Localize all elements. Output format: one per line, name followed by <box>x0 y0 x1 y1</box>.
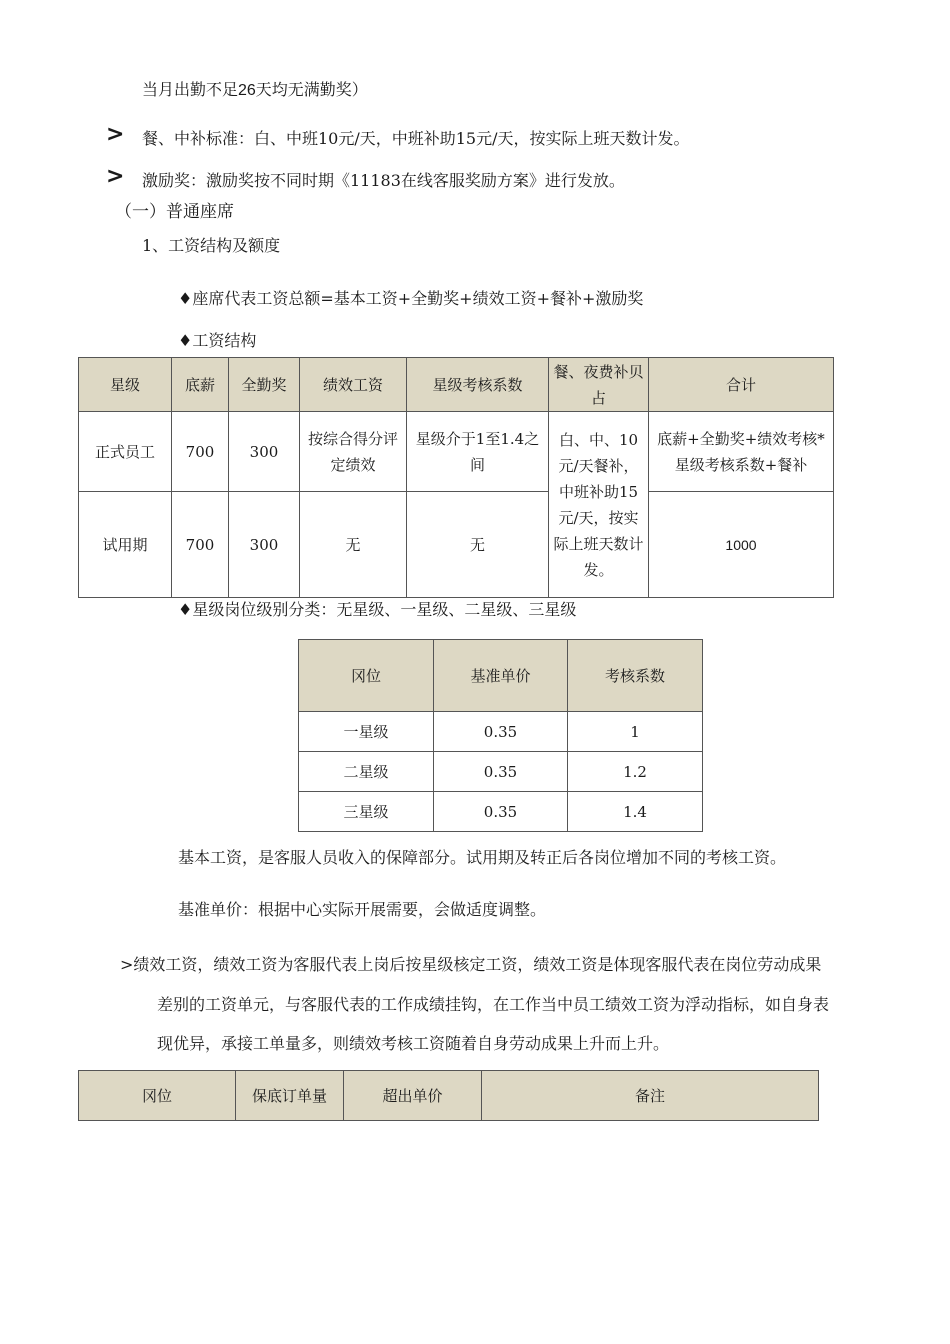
cell-attendance: 300 <box>229 492 300 598</box>
salary-structure-table <box>78 357 834 598</box>
header-meal-allowance: 餐、夜费补贝占 <box>549 358 649 412</box>
cell-price: 0.35 <box>434 792 568 832</box>
header-excess-price: 超出单价 <box>344 1071 482 1121</box>
performance-table <box>78 1070 819 1121</box>
cell-total-value: 1000 <box>649 492 834 598</box>
header-performance-pay: 绩效工资 <box>300 358 407 412</box>
performance-paragraph-line-2: 差别的工资单元，与客服代表的工作成绩挂钩，在工作当中员工绩效工资为浮动指标，如自身表 <box>157 995 830 1014</box>
header-total: 合计 <box>649 358 834 412</box>
cell-total-formula: 底薪+全勤奖+绩效考核*星级考核系数+餐补 <box>649 412 834 492</box>
performance-paragraph-line-1: >绩效工资，绩效工资为客服代表上岗后按星级核定工资，绩效工资是体现客服代表在岗位劳动成果 <box>120 955 822 974</box>
cell-coef: 1.2 <box>568 752 703 792</box>
header-star-coefficient: 星级考核系数 <box>407 358 549 412</box>
star-level-table <box>298 639 703 832</box>
subsection-heading: 1、工资结构及额度 <box>142 236 281 255</box>
cell-base: 700 <box>172 412 229 492</box>
cell-price: 0.35 <box>434 752 568 792</box>
header-attendance-bonus: 全勤奖 <box>229 358 300 412</box>
cell-coef: 1.4 <box>568 792 703 832</box>
unit-price-note: 基准单价：根据中心实际开展需要，会做适度调整。 <box>178 900 547 919</box>
cell-attendance: 300 <box>229 412 300 492</box>
cell-meal-allowance: 白、中、10元/天餐补，中班补助15元/天，按实际上班天数计发。 <box>549 412 649 598</box>
star-classification: ♦星级岗位级别分类：无星级、一星级、二星级、三星级 <box>178 600 577 619</box>
cell-coefficient: 星级介于1至1.4之间 <box>407 412 549 492</box>
cell-coefficient: 无 <box>407 492 549 598</box>
section-heading: （一）普通座席 <box>115 202 234 222</box>
cell-level: 一星级 <box>299 712 434 752</box>
cell-coef: 1 <box>568 712 703 752</box>
cell-formal-employee: 正式员工 <box>79 412 172 492</box>
attendance-note: 当月出勤不足26天均无满勤奖） <box>142 82 368 99</box>
cell-base: 700 <box>172 492 229 598</box>
bullet-arrow-icon: > <box>106 122 125 147</box>
header-position: 冈位 <box>299 640 434 712</box>
salary-formula: ♦座席代表工资总额=基本工资+全勤奖+绩效工资+餐补+激励奖 <box>178 289 644 308</box>
header-coefficient: 考核系数 <box>568 640 703 712</box>
header-minimum-orders: 保底订单量 <box>236 1071 344 1121</box>
header-remarks: 备注 <box>482 1071 819 1121</box>
cell-level: 三星级 <box>299 792 434 832</box>
cell-level: 二星级 <box>299 752 434 792</box>
header-position: 冈位 <box>79 1071 236 1121</box>
cell-price: 0.35 <box>434 712 568 752</box>
structure-label: ♦工资结构 <box>178 331 257 350</box>
basic-salary-note: 基本工资，是客服人员收入的保障部分。试用期及转正后各岗位增加不同的考核工资。 <box>178 848 787 867</box>
performance-paragraph-line-3: 现优异，承接工单量多，则绩效考核工资随着自身劳动成果上升而上升。 <box>157 1034 670 1053</box>
incentive-line: 激励奖：激励奖按不同时期《11183在线客服奖励方案》进行发放。 <box>142 171 625 190</box>
meal-allowance-line: 餐、中补标准：白、中班10元/天，中班补助15元/天，按实际上班天数计发。 <box>142 129 690 148</box>
bullet-arrow-icon: > <box>106 164 125 189</box>
header-star-level: 星级 <box>79 358 172 412</box>
cell-performance: 无 <box>300 492 407 598</box>
cell-probation: 试用期 <box>79 492 172 598</box>
cell-performance: 按综合得分评定绩效 <box>300 412 407 492</box>
header-base-salary: 底薪 <box>172 358 229 412</box>
header-unit-price: 基准单价 <box>434 640 568 712</box>
